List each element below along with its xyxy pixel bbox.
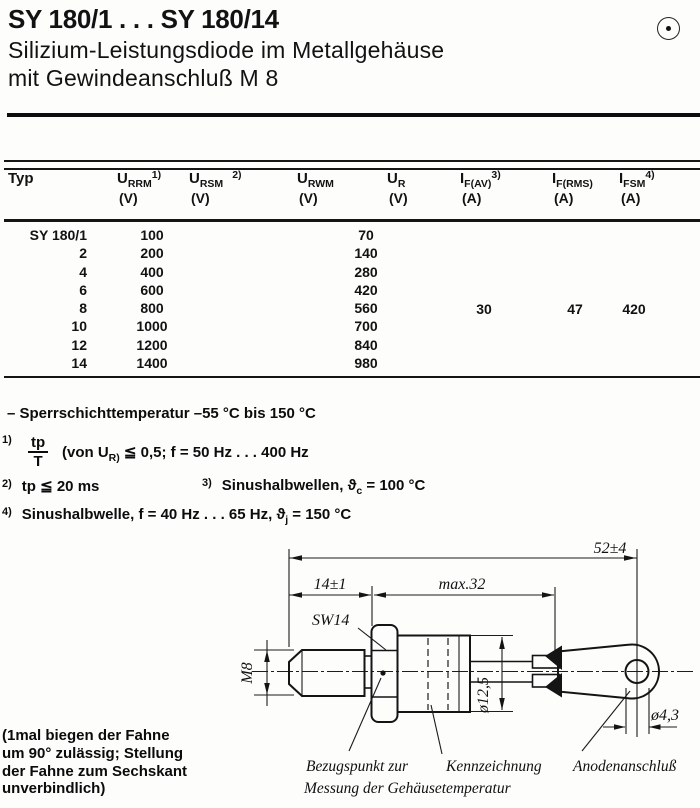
table-top-rule	[4, 160, 700, 170]
footnote-2: $^{2)}$ tp ≦ 20 ms	[2, 478, 100, 495]
urrm-cell: 1000	[136, 318, 168, 335]
value-if-av: 30	[476, 301, 492, 317]
col-header-ifrms: $I_{F(RMS)}$ (A)	[552, 170, 593, 206]
col-header-ursm: $U_{RSM}^{2)}$ (V)	[189, 169, 242, 206]
urrm-cell: 1400	[136, 355, 168, 372]
type-cell: 2	[79, 245, 87, 262]
col-header-ifsm: $I_{FSM}^{4)}$ (A)	[619, 169, 655, 206]
dimension-body-diameter	[475, 637, 505, 714]
flag-note-line: der Fahne zum Sechskant	[2, 762, 188, 780]
svg-text:ø12,5: ø12,5	[475, 677, 492, 713]
svg-text:SW14: SW14	[312, 612, 350, 629]
urrm-cell: 1200	[136, 336, 168, 353]
subtitle-line-2: mit Gewindeanschluß M 8	[8, 65, 279, 91]
type-cell: SY 180/1	[29, 227, 87, 243]
value-if-rms: 47	[567, 301, 583, 317]
svg-text:M8: M8	[239, 662, 256, 684]
type-column	[0, 226, 87, 372]
type-cell: 8	[79, 300, 87, 317]
footnote-1-fraction: $\frac{tp}{T}$	[28, 434, 48, 470]
registration-mark-dot	[666, 26, 671, 31]
flag-note-line: um 90° zulässig; Stellung	[2, 744, 184, 762]
dimension-stud-length	[289, 576, 371, 598]
flag-note	[2, 727, 187, 798]
value-ifsm: 420	[622, 301, 646, 317]
table-bottom-rule	[4, 376, 700, 378]
label-marking: Kennzeichnung	[446, 758, 542, 775]
type-cell: 14	[71, 355, 87, 372]
dimension-overall-length	[289, 540, 637, 561]
type-cell: 6	[79, 281, 87, 298]
body-cylinder	[398, 636, 471, 713]
flag-note-line: unverbindlich)	[2, 780, 106, 798]
urwm-cell: 420	[354, 281, 378, 298]
urwm-column	[306, 226, 426, 372]
urrm-cell: 100	[140, 227, 164, 243]
svg-text:14±1: 14±1	[313, 576, 347, 593]
label-anode-connection: Anodenanschluß	[573, 758, 677, 775]
header-rule	[7, 113, 700, 117]
urrm-cell: 400	[140, 263, 164, 280]
subtitle-line-1: Silizium-Leistungsdiode im Metallgehäuse	[8, 37, 445, 63]
urrm-cell: 800	[140, 300, 164, 317]
table-header-separator	[4, 219, 700, 222]
svg-text:max.32: max.32	[438, 576, 486, 593]
col-header-urwm: $U_{RWM}$ (V)	[297, 170, 334, 206]
urwm-cell: 840	[354, 336, 378, 353]
threaded-stud	[289, 650, 365, 696]
svg-text:ø4,3: ø4,3	[651, 707, 679, 724]
type-cell: 12	[71, 336, 87, 353]
footnote-3: $^{3)}$ Sinushalbwellen, $ϑ_c = 100$ °C	[202, 477, 426, 497]
footnote-4: $^{4)}$ Sinushalbwelle, f = 40 Hz . . . 65 Hz, $ϑ_j = 150$ °C	[2, 506, 352, 526]
hex-nut	[372, 625, 398, 722]
type-cell: 10	[71, 318, 87, 335]
footnote-1-marker: 1)	[2, 434, 12, 446]
label-reference-point-line2: Messung der Gehäusetemperatur	[304, 780, 511, 797]
svg-text:52±4: 52±4	[593, 540, 627, 557]
page-title: SY 180/1 . . . SY 180/14	[8, 4, 279, 34]
urwm-cell: 70	[358, 227, 374, 243]
urwm-cell: 280	[354, 263, 378, 280]
note-junction-temperature: – Sperrschichttemperatur –55 °C bis 150 °C	[7, 405, 316, 422]
label-reference-point-line1: Bezugspunkt zur	[306, 758, 409, 775]
footnote-row-2-3	[2, 477, 426, 497]
footnote-1-text: (von $U_{R)}$ ≦ 0,5; f = 50 Hz . . . 400 Hz	[62, 444, 309, 464]
urrm-cell: 200	[140, 245, 164, 262]
urrm-cell: 600	[140, 281, 164, 298]
registration-mark-icon	[657, 17, 680, 40]
col-header-typ: Typ	[8, 170, 34, 187]
type-cell: 4	[79, 263, 87, 280]
urrm-column	[92, 226, 212, 372]
wrench-size-label	[312, 612, 386, 650]
page-subtitle	[8, 36, 444, 92]
col-header-ifav: $I_{F(AV)}^{3)}$ (A)	[460, 169, 501, 206]
col-header-ur: $U_R$ (V)	[387, 170, 408, 206]
urwm-cell: 700	[354, 318, 378, 335]
flag-note-line: (1mal biegen der Fahne	[2, 727, 170, 744]
col-header-urrm: $U_{RRM}^{1)}$ (V)	[117, 169, 162, 206]
urwm-cell: 560	[354, 300, 378, 317]
case-temperature-reference-dot	[380, 670, 385, 675]
urwm-cell: 980	[354, 355, 378, 372]
dimension-body-length	[374, 576, 554, 598]
urwm-cell: 140	[354, 245, 378, 262]
